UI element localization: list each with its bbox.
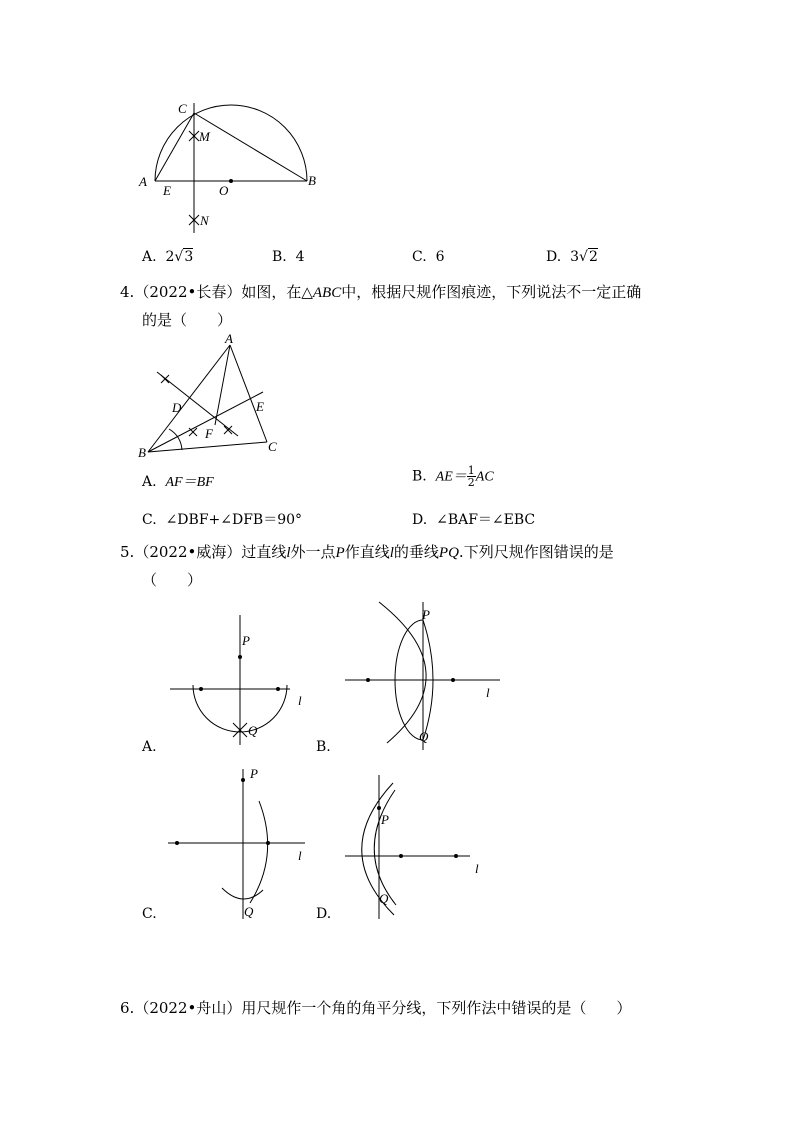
q5c-label-l: l xyxy=(298,848,302,863)
q4-side-bc xyxy=(148,442,267,452)
q5-option-b[interactable]: B. xyxy=(316,739,331,755)
q3-figure xyxy=(135,98,335,243)
q3-option-b[interactable]: B. 4 xyxy=(272,249,305,265)
q5b-point-left xyxy=(366,678,370,682)
q5-stem-line1: 5.（2022•威海）过直线l外一点P作直线l的垂线PQ.下列尺规作图错误的是 xyxy=(120,543,614,561)
q4-stem-line2: 的是（ ） xyxy=(142,311,233,329)
q5-stem-line2: （ ） xyxy=(142,571,203,589)
q5d-label-q: Q xyxy=(379,891,389,906)
q5a-label-p: P xyxy=(242,633,250,648)
q4-option-c[interactable]: C. ∠DBF+∠DFB＝90° xyxy=(142,512,303,528)
q5c-label-p: P xyxy=(250,766,258,781)
q5d-point-right xyxy=(454,854,458,858)
q4-option-a[interactable]: A. AF＝BF xyxy=(142,474,214,490)
q5c-arc-right xyxy=(250,801,268,903)
q5-figure-d xyxy=(335,763,495,923)
q5c-label-q: Q xyxy=(244,904,254,919)
q5b-label-p: P xyxy=(422,607,430,622)
q5-option-c[interactable]: C. xyxy=(142,906,157,922)
q6-number: 6. xyxy=(120,999,135,1017)
q5b-label-l: l xyxy=(486,685,490,700)
q4-label-c: C xyxy=(268,439,277,454)
q6-stem: 6.（2022•舟山）用尺规作一个角的角平分线，下列作法中错误的是（ ） xyxy=(120,999,632,1017)
q3-label-a: A xyxy=(139,174,147,189)
q5-figure-c xyxy=(160,763,310,923)
q3-label-n: N xyxy=(200,213,209,228)
q5c-point-p xyxy=(241,778,245,782)
q5a-intersection-left xyxy=(199,687,203,691)
q5-figure-b xyxy=(335,598,505,753)
q5a-point-p xyxy=(238,655,242,659)
q3-center-point-o xyxy=(229,179,233,183)
q5a-label-l: l xyxy=(298,693,302,708)
q4-figure xyxy=(135,332,290,462)
q4-arc-mark-top xyxy=(161,375,169,383)
q5b-label-q: Q xyxy=(419,729,429,744)
q4-number: 4. xyxy=(120,283,135,301)
q4-label-a: A xyxy=(225,332,233,346)
q3-segment-cb xyxy=(194,113,307,181)
q4-angle-bisector xyxy=(148,392,263,452)
q3-semicircle xyxy=(155,105,307,181)
q4-label-f: F xyxy=(205,426,213,441)
q3-segment-ac xyxy=(155,113,194,181)
q5a-label-q: Q xyxy=(248,723,258,738)
q5b-point-right xyxy=(451,678,455,682)
q4-side-ac xyxy=(230,345,267,442)
q3-label-o: O xyxy=(219,183,229,198)
q5-source: （2022•威海） xyxy=(134,543,242,561)
q4-stem-line1: 4.（2022•长春）如图，在△ABC中，根据尺规作图痕迹，下列说法不一定正确 xyxy=(120,283,642,301)
q5c-point-left xyxy=(175,841,179,845)
q3-option-c[interactable]: C. 6 xyxy=(412,249,445,265)
q5a-intersection-right xyxy=(276,687,280,691)
q6-source: （2022•舟山） xyxy=(134,999,242,1017)
q5d-point-p xyxy=(377,806,381,810)
q5c-point-right xyxy=(266,841,270,845)
q3-option-d[interactable]: D. 3√2 xyxy=(546,249,598,265)
q5d-label-p: P xyxy=(381,812,389,827)
q4-option-b[interactable]: B. AE＝ $\frac{1}{2}$ AC xyxy=(412,464,494,489)
q3-label-c: C xyxy=(178,101,187,116)
q3-label-b: B xyxy=(308,173,316,188)
q5d-label-l: l xyxy=(475,861,479,876)
q3-label-e: E xyxy=(163,183,171,198)
q5-option-a[interactable]: A. xyxy=(142,739,157,755)
q4-label-d: D xyxy=(172,400,182,415)
q4-option-d[interactable]: D. ∠BAF＝∠EBC xyxy=(412,512,536,528)
q5-figure-a xyxy=(160,605,310,750)
fraction-one-half: $\frac{1}{2}$ xyxy=(467,464,475,489)
q5d-point-mid xyxy=(399,854,403,858)
q4-label-b: B xyxy=(138,445,146,460)
q3-option-a[interactable]: A. 2√3 xyxy=(142,249,194,265)
q4-arc-mark-mid xyxy=(189,428,197,436)
q5-number: 5. xyxy=(120,543,135,561)
q4-source: （2022•长春） xyxy=(134,283,242,301)
q4-label-e: E xyxy=(256,399,264,414)
q5-option-d[interactable]: D. xyxy=(316,906,332,922)
q3-label-m: M xyxy=(199,129,210,144)
